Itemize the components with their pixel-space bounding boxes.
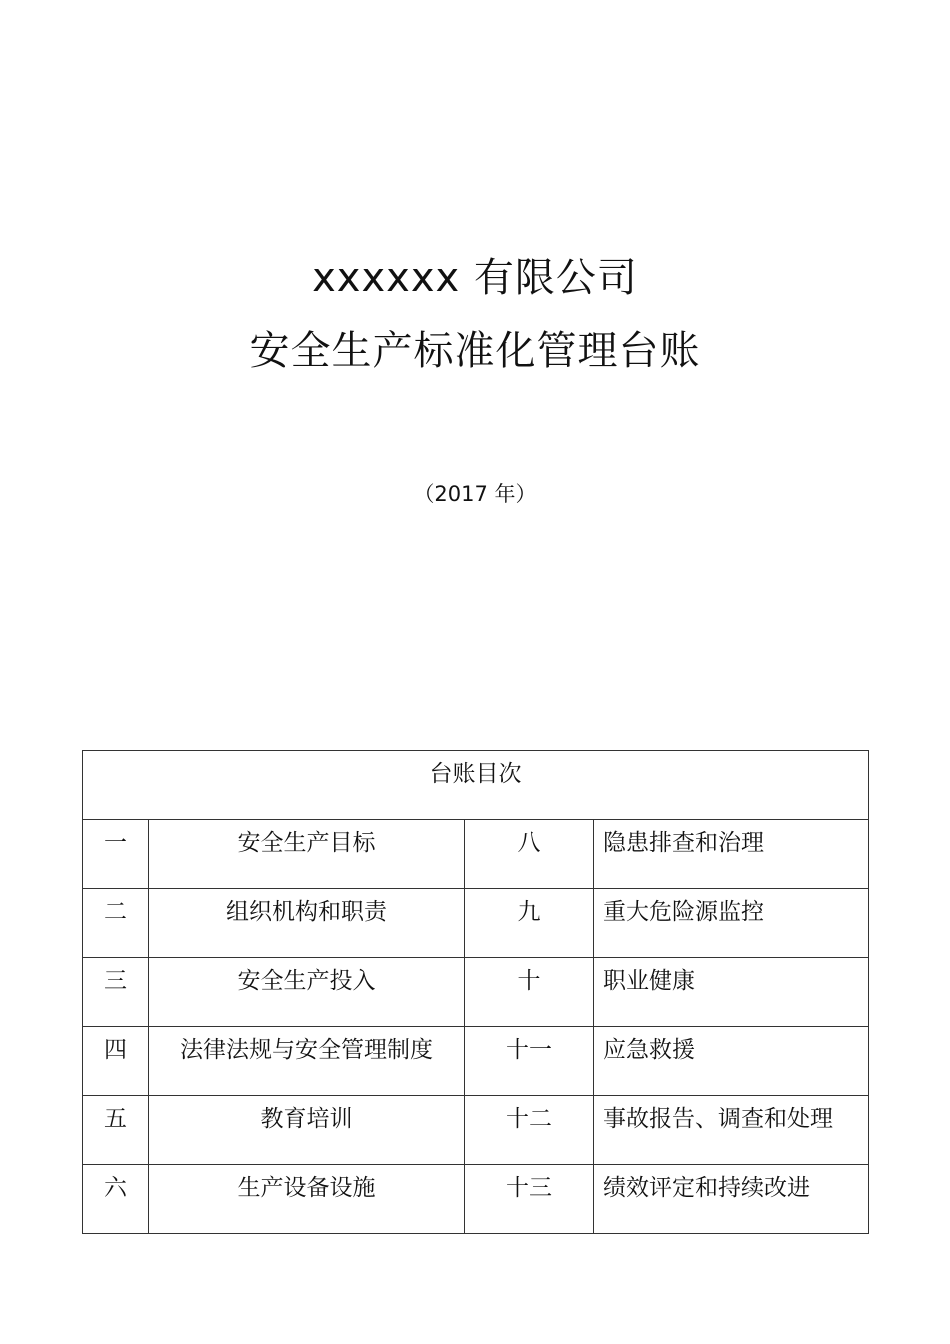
toc-right-item: 应急救援 xyxy=(603,1037,695,1063)
toc-row xyxy=(83,820,869,889)
toc-header: 台账目次 xyxy=(429,761,522,787)
toc-left-item: 安全生产目标 xyxy=(237,830,376,856)
toc-table xyxy=(82,750,869,1234)
company-title: xxxxxx 有限公司 xyxy=(312,255,638,301)
toc-right-item: 职业健康 xyxy=(603,968,695,994)
toc-row xyxy=(83,1165,869,1234)
toc-row xyxy=(83,1027,869,1096)
toc-left-num: 六 xyxy=(104,1175,127,1201)
toc-left-item: 组织机构和职责 xyxy=(226,899,387,925)
toc-header-row xyxy=(83,751,869,820)
toc-right-item: 隐患排查和治理 xyxy=(603,830,764,856)
toc-left-num: 一 xyxy=(104,830,127,856)
toc-right-item: 事故报告、调查和处理 xyxy=(603,1106,833,1132)
toc-left-item: 教育培训 xyxy=(260,1106,353,1132)
toc-header-cell xyxy=(83,751,869,820)
toc-left-num: 三 xyxy=(104,968,127,994)
toc-right-item: 重大危险源监控 xyxy=(603,899,764,925)
toc-right-num: 十三 xyxy=(506,1175,552,1201)
toc-left-item: 安全生产投入 xyxy=(237,968,376,994)
toc-row xyxy=(83,889,869,958)
document-title: 安全生产标准化管理台账 xyxy=(249,328,701,374)
toc-left-item: 法律法规与安全管理制度 xyxy=(180,1037,433,1063)
toc-left-num: 四 xyxy=(104,1037,127,1063)
toc-right-num: 十二 xyxy=(506,1106,552,1132)
toc-right-num: 十一 xyxy=(506,1037,552,1063)
toc-row xyxy=(83,958,869,1027)
document-year: （2017 年） xyxy=(413,482,537,506)
toc-right-item: 绩效评定和持续改进 xyxy=(603,1175,810,1201)
toc-left-num: 五 xyxy=(104,1106,127,1132)
toc-right-num: 十 xyxy=(517,968,541,994)
toc-left-item: 生产设备设施 xyxy=(237,1175,376,1201)
toc-right-num: 八 xyxy=(517,830,541,856)
toc-right-num: 九 xyxy=(517,899,541,925)
toc-row xyxy=(83,1096,869,1165)
toc-left-num: 二 xyxy=(104,899,127,925)
